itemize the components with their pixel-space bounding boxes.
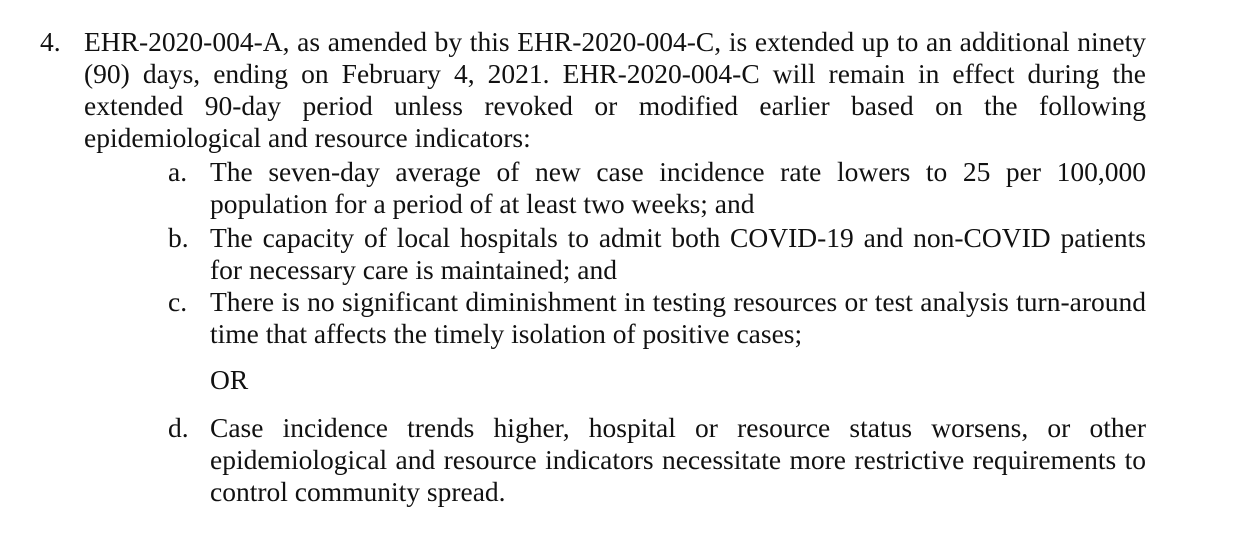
sub-item-b — [168, 222, 1146, 286]
sub-item-marker: b. — [168, 222, 189, 253]
sub-item-marker: a. — [168, 156, 188, 187]
sub-item-a — [168, 156, 1146, 220]
sub-item-marker: d. — [168, 412, 189, 443]
paragraph-4 — [40, 26, 1146, 154]
paragraph-number: 4. — [40, 26, 61, 57]
sub-item-d — [168, 412, 1146, 508]
or-separator: OR — [210, 364, 249, 395]
sub-item-text: There is no significant diminishment in testing resources or test analysis turn-around time that affects the timely isolation of positive cases; — [210, 286, 1146, 349]
sub-item-text: The seven-day average of new case incidence rate lowers to 25 per 100,000 population for a period of at least two weeks; and — [210, 156, 1146, 219]
sub-item-c — [168, 286, 1146, 350]
sub-item-text: Case incidence trends higher, hospital or resource status worsens, or other epidemiological and resource indicators necessitate more restrictive requirements to control community spread. — [210, 412, 1146, 507]
sub-item-marker: c. — [168, 286, 188, 317]
paragraph-4-text: EHR-2020-004-A, as amended by this EHR-2020-004-C, is extended up to an additional ninety (90) days, ending on February 4, 2021. EHR-2020-004-C will remain in effect during the extended 90-day period unless revoked or modified earlier based on the following epidemiological and resource indicators: — [84, 26, 1146, 153]
sub-item-text: The capacity of local hospitals to admit both COVID-19 and non-COVID patients for necessary care is maintained; and — [210, 222, 1146, 285]
